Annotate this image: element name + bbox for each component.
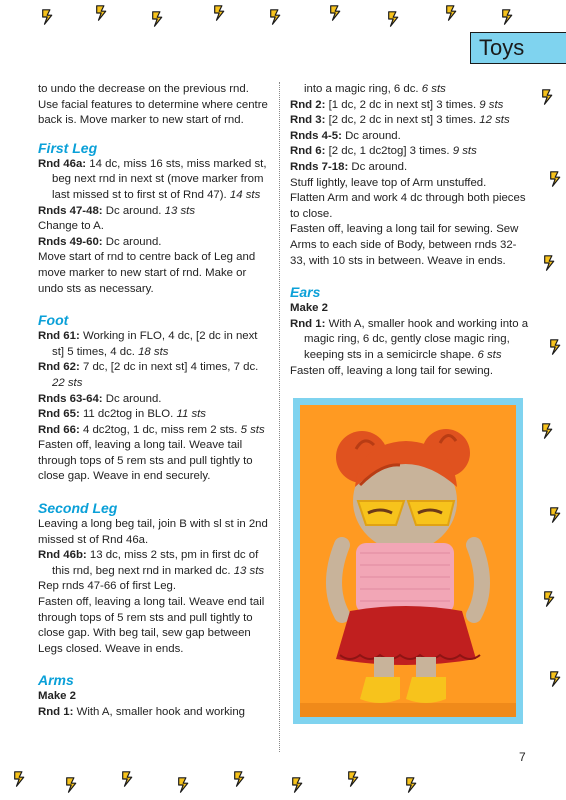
lightning-bolt-icon <box>176 776 194 794</box>
lightning-bolt-icon <box>548 506 566 524</box>
instruction-arms-cont: into a magic ring, 6 dc. 6 sts <box>304 83 446 95</box>
lightning-bolt-icon <box>120 770 138 788</box>
section-tab <box>470 32 566 64</box>
lightning-bolt-icon <box>542 590 560 608</box>
heading-foot: Foot <box>38 312 69 329</box>
lightning-bolt-icon <box>12 770 30 788</box>
instruction-rnd-66: Rnd 66: 4 dc2tog, 1 dc, miss rem 2 sts. 5 sts <box>38 423 265 436</box>
heading-second-leg: Second Leg <box>38 500 118 517</box>
lightning-bolt-icon <box>268 8 286 26</box>
ears-make: Make 2 <box>290 302 328 315</box>
lightning-bolt-icon <box>232 770 250 788</box>
instruction-rnds-4-5: Rnds 4-5: Dc around. <box>290 129 401 142</box>
instruction-rnds-63-64: Rnds 63-64: Dc around. <box>38 392 162 405</box>
lightning-bolt-icon <box>404 776 422 794</box>
instruction-change: Change to A. <box>38 220 104 233</box>
lightning-bolt-icon <box>548 338 566 356</box>
intro-text: to undo the decrease on the previous rnd. Use facial features to determine where centre back is. Move marker to new start of rnd. <box>38 83 268 127</box>
heading-ears: Ears <box>290 284 321 301</box>
doll-photo <box>293 398 523 724</box>
right-column <box>290 82 530 379</box>
lightning-bolt-icon <box>540 88 558 106</box>
left-column <box>38 82 270 721</box>
instruction-rnd-6: Rnd 6: [2 dc, 1 dc2tog] 3 times. 9 sts <box>290 145 477 158</box>
instruction-stuff: Stuff lightly, leave top of Arm unstuffed. <box>290 176 487 189</box>
instruction-rnd-46b: Rnd 46b: 13 dc, miss 2 sts, pm in first dc of this rnd, beg next rnd in marked dc. 13 sts <box>38 549 265 577</box>
instruction-fasten-arms: Fasten off, leaving a long tail for sewing. Sew Arms to each side of Body, between rnds 32-33, with 10 sts in between. Weave in ends. <box>290 223 519 267</box>
lightning-bolt-icon <box>444 4 462 22</box>
lightning-bolt-icon <box>386 10 404 28</box>
lightning-bolt-icon <box>542 254 560 272</box>
instruction-move: Move start of rnd to centre back of Leg and move marker to new start of rnd. Make or undo sts as necessary. <box>38 251 256 295</box>
instruction-second-leg-intro: Leaving a long beg tail, join B with sl st in 2nd missed st of Rnd 46a. <box>38 518 268 546</box>
instruction-rnd-61: Rnd 61: Working in FLO, 4 dc, [2 dc in next st] 5 times, 4 dc. 18 sts <box>38 330 258 358</box>
lightning-bolt-icon <box>548 670 566 688</box>
instruction-rnds-7-18: Rnds 7-18: Dc around. <box>290 160 408 173</box>
instruction-flatten: Flatten Arm and work 4 dc through both pieces to close. <box>290 192 526 220</box>
section-tab-label: Toys <box>479 35 525 60</box>
instruction-rnd-62: Rnd 62: 7 dc, [2 dc in next st] 4 times, 7 dc. 22 sts <box>38 361 259 389</box>
instruction-rnd-65: Rnd 65: 11 dc2tog in BLO. 11 sts <box>38 408 206 421</box>
lightning-bolt-icon <box>328 4 346 22</box>
column-divider <box>279 82 280 752</box>
heading-arms: Arms <box>38 672 74 689</box>
lightning-bolt-icon <box>540 422 558 440</box>
instruction-fasten-foot: Fasten off, leaving a long tail. Weave tail through tops of 5 rem sts and pull tightly to close gap. Weave in end securely. <box>38 439 253 483</box>
lightning-bolt-icon <box>212 4 230 22</box>
instruction-rep: Rep rnds 47-66 of first Leg. <box>38 580 177 593</box>
lightning-bolt-icon <box>290 776 308 794</box>
instruction-ears-rnd-1: Rnd 1: With A, smaller hook and working into a magic ring, 6 dc, gently close magic ring, keeping sts in a semicircle shape. 6 sts <box>290 317 529 361</box>
lightning-bolt-icon <box>40 8 58 26</box>
instruction-fasten-ears: Fasten off, leaving a long tail for sewing. <box>290 364 494 377</box>
page-number: 7 <box>519 750 526 764</box>
heading-first-leg: First Leg <box>38 139 98 156</box>
instruction-arms-rnd-1: Rnd 1: With A, smaller hook and working <box>38 706 246 718</box>
instruction-rnds-47-48: Rnds 47-48: Dc around. 13 sts <box>38 204 196 217</box>
lightning-bolt-icon <box>500 8 518 26</box>
doll-photo-image <box>300 405 516 717</box>
lightning-bolt-icon <box>548 170 566 188</box>
watermark: PassionForum.ru <box>464 784 536 794</box>
instruction-fasten-second-leg: Fasten off, leaving a long tail. Weave end tail through tops of 5 rem sts and pull tightly to close gap. With beg tail, sew gap between Legs closed. Weave in ends. <box>38 596 265 655</box>
lightning-bolt-icon <box>64 776 82 794</box>
instruction-rnd-2: Rnd 2: [1 dc, 2 dc in next st] 3 times. 9 sts <box>290 98 504 111</box>
doll-illustration <box>300 405 516 717</box>
instruction-rnds-49-60: Rnds 49-60: Dc around. <box>38 235 162 248</box>
instruction-rnd-46a: Rnd 46a: 14 dc, miss 16 sts, miss marked st, beg next rnd in next st (move marker from last missed st to first st of Rnd 47). 14 sts <box>38 157 267 201</box>
arms-make: Make 2 <box>38 690 76 703</box>
lightning-bolt-icon <box>150 10 168 28</box>
lightning-bolt-icon <box>94 4 112 22</box>
instruction-rnd-3: Rnd 3: [2 dc, 2 dc in next st] 3 times. 12 sts <box>290 114 510 127</box>
lightning-bolt-icon <box>346 770 364 788</box>
